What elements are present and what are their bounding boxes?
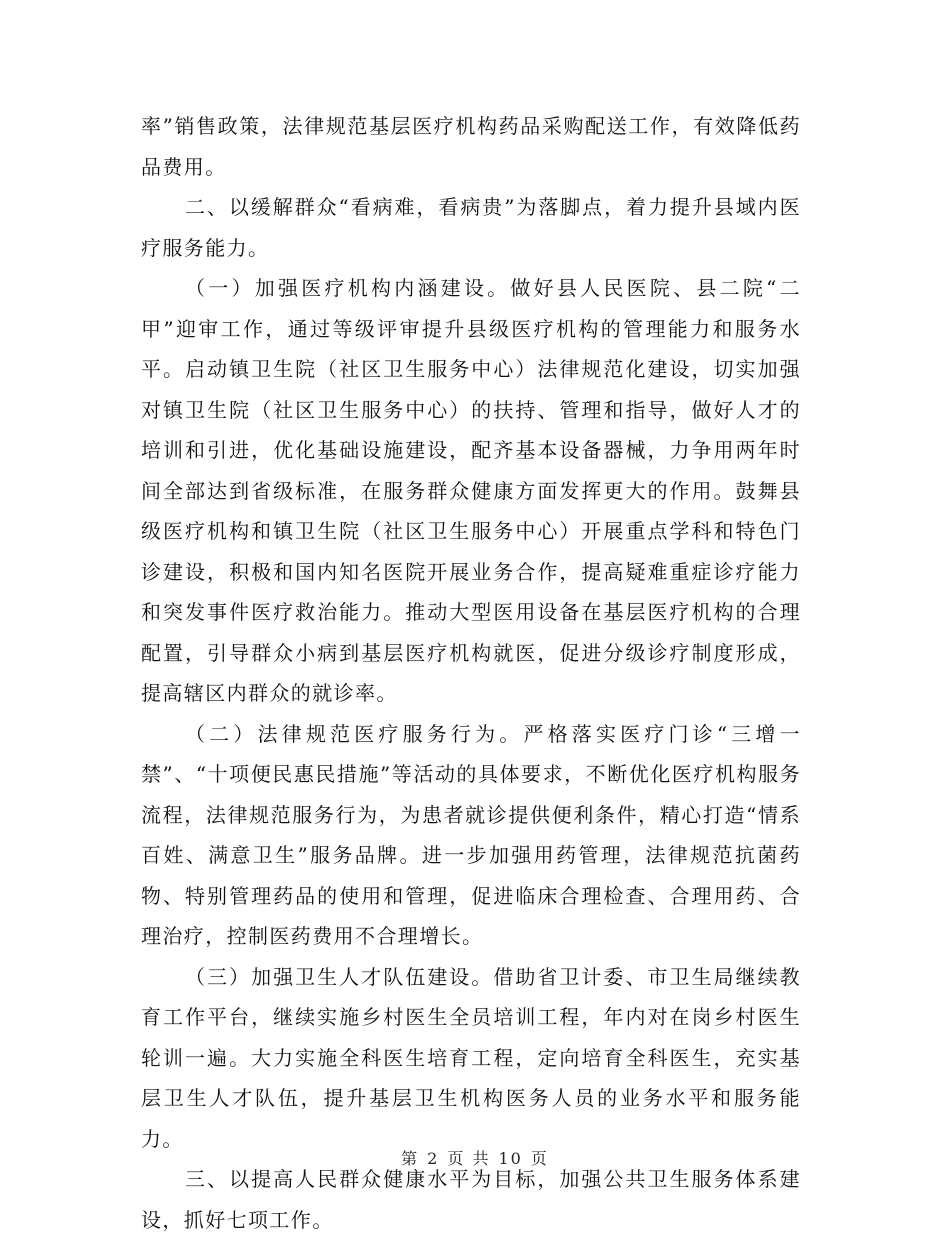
page-footer — [0, 1146, 950, 1169]
paragraph-4: （二）法律规范医疗服务行为。严格落实医疗门诊“三增一禁”、“十项便民惠民措施”等活动的具体要求，不断优化医疗机构服务流程，法律规范服务行为，为患者就诊提供便利条件，精心打造“情系百姓、满意卫生”服务品牌。进一步加强用药管理，法律规范抗菌药物、特别管理药品的使用和管理，促进临床合理检查、合理用药、合理治疗，控制医药费用不合理增长。 — [141, 721, 801, 948]
paragraph-1: 率”销售政策，法律规范基层医疗机构药品采购配送工作，有效降低药品费用。 — [141, 114, 801, 179]
paragraph-6: 三、以提高人民群众健康水平为目标，加强公共卫生服务体系建设，抓好七项工作。 — [141, 1167, 801, 1232]
paragraph-2: 二、以缓解群众“看病难，看病贵”为落脚点，着力提升县域内医疗服务能力。 — [141, 195, 801, 260]
footer-total-pages: 10 — [498, 1149, 523, 1168]
footer-prefix: 第 — [401, 1149, 420, 1168]
footer-suffix: 页 — [530, 1149, 549, 1168]
paragraph-5: （三）加强卫生人才队伍建设。借助省卫计委、市卫生局继续教育工作平台，继续实施乡村医生全员培训工程，年内对在岗乡村医生轮训一遍。大力实施全科医生培育工程，定向培育全科医生，充实基层卫生人才队伍，提升基层卫生机构医务人员的业务水平和服务能力。 — [141, 964, 801, 1151]
paragraph-3: （一）加强医疗机构内涵建设。做好县人民医院、县二院“二甲”迎审工作，通过等级评审提升县级医疗机构的管理能力和服务水平。启动镇卫生院（社区卫生服务中心）法律规范化建设，切实加强对镇卫生院（社区卫生服务中心）的扶持、管理和指导，做好人才的培训和引进，优化基础设施建设，配齐基本设备器械，力争用两年时间全部达到省级标准，在服务群众健康方面发挥更大的作用。鼓舞县级医疗机构和镇卫生院（社区卫生服务中心）开展重点学科和特色门诊建设，积极和国内知名医院开展业务合作，提高疑难重症诊疗能力和突发事件医疗救治能力。推动大型医用设备在基层医疗机构的合理配置，引导群众小病到基层医疗机构就医，促进分级诊疗制度形成，提高辖区内群众的就诊率。 — [141, 276, 801, 705]
footer-middle: 页 共 — [447, 1149, 491, 1168]
document-body — [141, 106, 801, 1240]
footer-page-number: 2 — [427, 1149, 440, 1168]
